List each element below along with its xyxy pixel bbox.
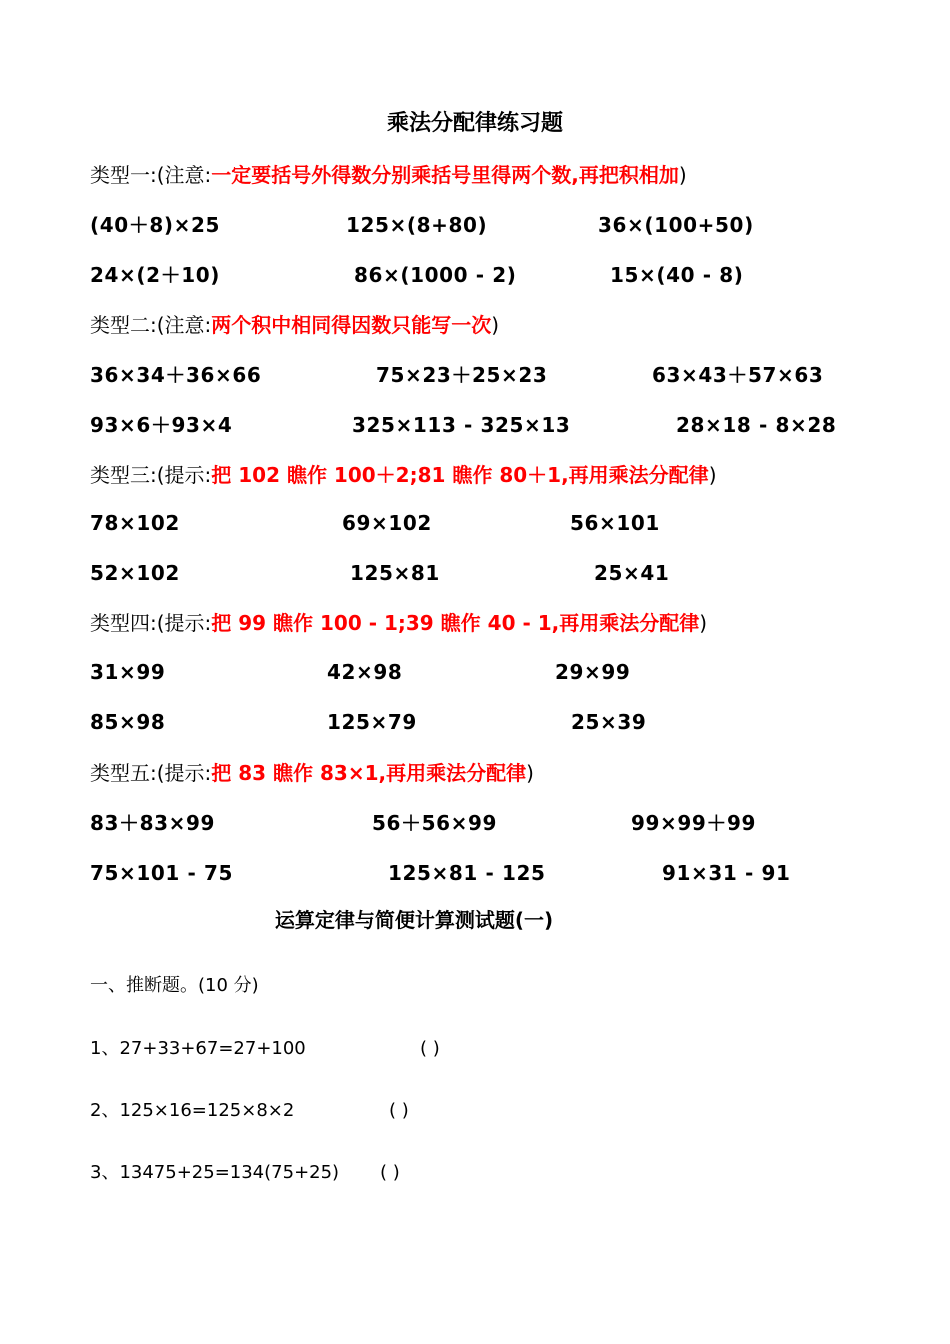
page-title: 乘法分配律练习题	[386, 111, 563, 136]
problem: 28×18 - 8×28	[676, 413, 837, 437]
section-3-header	[90, 460, 717, 490]
section-4-header	[90, 608, 707, 638]
section-close: )	[708, 463, 717, 487]
problem: 15×(40 - 8)	[610, 263, 744, 287]
problem: 36×34＋36×66	[90, 363, 262, 387]
section-close: )	[491, 313, 500, 337]
problem: 125×81	[350, 561, 440, 585]
section-5-header	[90, 758, 534, 788]
problem: 56×101	[570, 511, 660, 535]
problem: 125×79	[327, 710, 417, 734]
answer-blank[interactable]: ( )	[420, 1038, 440, 1059]
problem: 25×39	[571, 710, 647, 734]
problem: 29×99	[555, 660, 631, 684]
section-note: 把 83 瞧作 83×1,再用乘法分配律	[211, 761, 527, 785]
problem: 125×(8+80)	[346, 213, 488, 237]
problem: 25×41	[594, 561, 670, 585]
problem: 36×(100+50)	[598, 213, 754, 237]
problem: 99×99＋99	[631, 811, 757, 835]
answer-blank[interactable]: ( )	[380, 1162, 400, 1183]
problem: 325×113 - 325×13	[352, 413, 571, 437]
section-note: 一定要括号外得数分别乘括号里得两个数,再把积相加	[211, 163, 679, 187]
section-close: )	[526, 761, 534, 785]
section-label: 类型四:(提示:	[90, 611, 212, 635]
section-label: 类型一:(注意:	[90, 163, 212, 187]
problem: 93×6＋93×4	[90, 413, 233, 437]
problem: 24×(2＋10)	[90, 263, 221, 287]
problem: 63×43＋57×63	[652, 363, 824, 387]
problem: 125×81 - 125	[388, 861, 546, 885]
section-label: 类型五:(提示:	[90, 761, 212, 785]
problem: 69×102	[342, 511, 432, 535]
judge-item: 2、125×16=125×8×2	[90, 1100, 295, 1121]
problem: 75×23＋25×23	[376, 363, 548, 387]
problem: 85×98	[90, 710, 166, 734]
section-1-header	[90, 160, 687, 190]
problem: 78×102	[90, 511, 180, 535]
section-note: 把 99 瞧作 100 - 1;39 瞧作 40 - 1,再用乘法分配律	[211, 611, 700, 635]
section-2-header	[90, 310, 499, 340]
problem: (40＋8)×25	[90, 213, 221, 237]
section-close: )	[678, 163, 687, 187]
judge-item: 3、13475+25=134(75+25)	[90, 1162, 340, 1183]
problem: 31×99	[90, 660, 166, 684]
answer-blank[interactable]: ( )	[389, 1100, 409, 1121]
problem: 56＋56×99	[372, 811, 498, 835]
section-label: 类型二:(注意:	[90, 313, 212, 337]
problem: 42×98	[327, 660, 403, 684]
section-label: 类型三:(提示:	[90, 463, 212, 487]
problem: 75×101 - 75	[90, 861, 233, 885]
problem: 91×31 - 91	[662, 861, 791, 885]
test-title: 运算定律与简便计算测试题(一)	[274, 908, 554, 932]
problem: 52×102	[90, 561, 180, 585]
section-close: )	[699, 611, 708, 635]
section-note: 把 102 瞧作 100＋2;81 瞧作 80＋1,再用乘法分配律	[211, 463, 709, 487]
judge-item: 1、27+33+67=27+100	[90, 1038, 306, 1059]
section-note: 两个积中相同得因数只能写一次	[211, 313, 492, 337]
problem: 83＋83×99	[90, 811, 216, 835]
problem: 86×(1000 - 2)	[354, 263, 517, 287]
part-heading: 一、推断题。(10 分)	[90, 975, 259, 996]
